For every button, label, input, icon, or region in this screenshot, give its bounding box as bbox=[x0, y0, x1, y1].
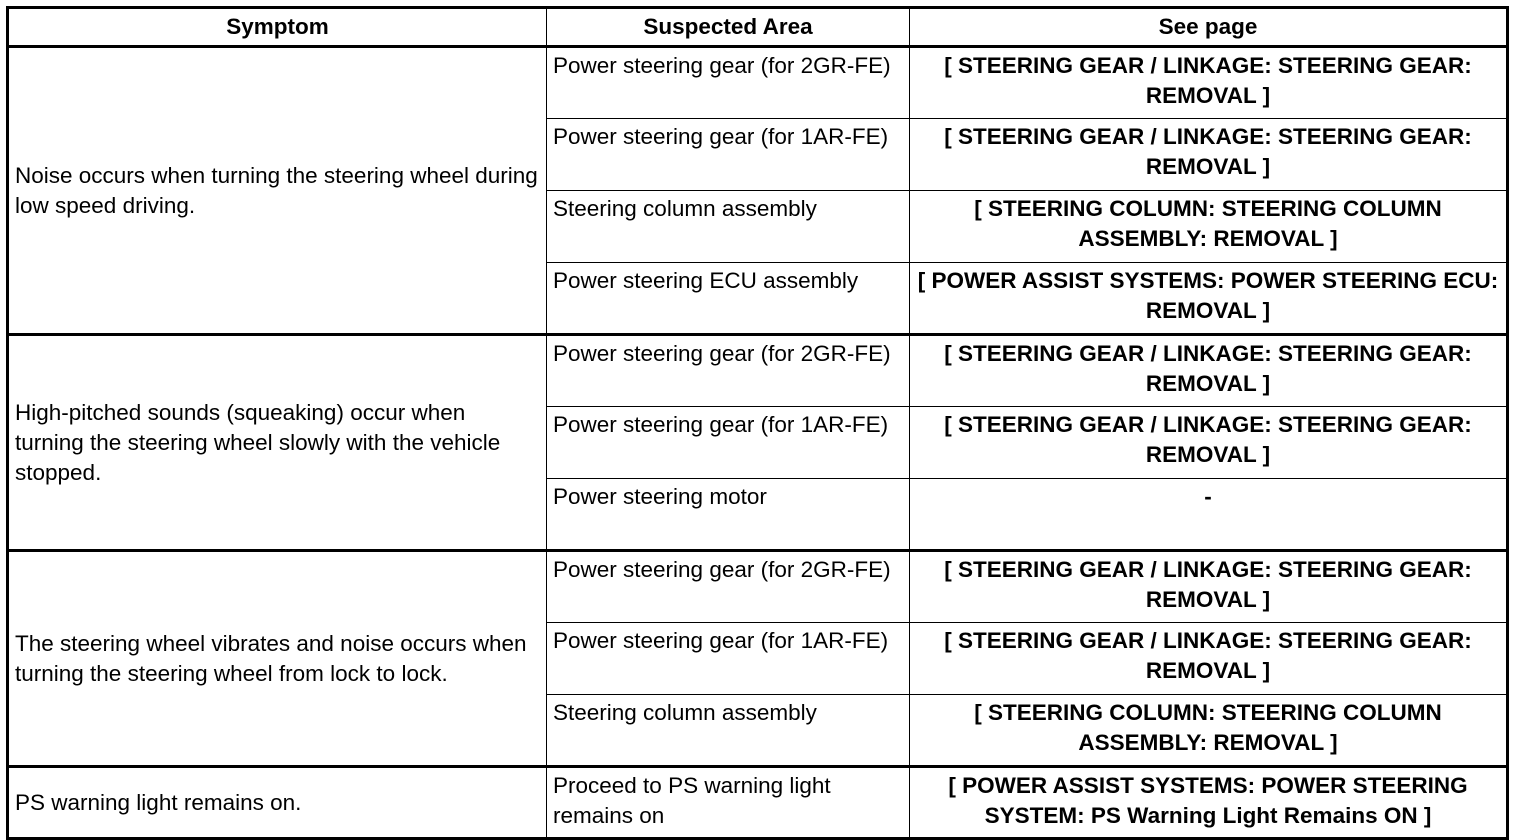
suspected-area-cell: Proceed to PS warning light remains on bbox=[547, 767, 910, 839]
symptom-cell: Noise occurs when turning the steering wheel during low speed driving. bbox=[8, 47, 547, 335]
symptom-group bbox=[8, 767, 1508, 839]
suspected-area-cell: Power steering ECU assembly bbox=[547, 263, 910, 335]
suspected-area-cell: Power steering gear (for 1AR-FE) bbox=[547, 623, 910, 695]
table-row bbox=[8, 47, 1508, 119]
suspected-area-cell: Power steering motor bbox=[547, 479, 910, 551]
table-row bbox=[8, 551, 1508, 623]
table-header bbox=[8, 8, 1508, 47]
see-page-cell: [ STEERING COLUMN: STEERING COLUMN ASSEMBLY: REMOVAL ] bbox=[910, 191, 1508, 263]
see-page-cell: [ STEERING GEAR / LINKAGE: STEERING GEAR: REMOVAL ] bbox=[910, 623, 1508, 695]
symptom-group bbox=[8, 335, 1508, 551]
suspected-area-cell: Steering column assembly bbox=[547, 191, 910, 263]
suspected-area-cell: Power steering gear (for 2GR-FE) bbox=[547, 335, 910, 407]
table-row bbox=[8, 767, 1508, 839]
header-row bbox=[8, 8, 1508, 47]
header-symptom: Symptom bbox=[8, 8, 547, 47]
see-page-cell: - bbox=[910, 479, 1508, 551]
see-page-cell: [ STEERING COLUMN: STEERING COLUMN ASSEMBLY: REMOVAL ] bbox=[910, 695, 1508, 767]
troubleshooting-table bbox=[6, 6, 1509, 840]
symptom-cell: The steering wheel vibrates and noise occurs when turning the steering wheel from lock to lock. bbox=[8, 551, 547, 767]
header-see-page: See page bbox=[910, 8, 1508, 47]
see-page-cell: [ STEERING GEAR / LINKAGE: STEERING GEAR: REMOVAL ] bbox=[910, 407, 1508, 479]
see-page-cell: [ STEERING GEAR / LINKAGE: STEERING GEAR: REMOVAL ] bbox=[910, 119, 1508, 191]
suspected-area-cell: Power steering gear (for 1AR-FE) bbox=[547, 407, 910, 479]
see-page-cell: [ STEERING GEAR / LINKAGE: STEERING GEAR: REMOVAL ] bbox=[910, 47, 1508, 119]
header-suspected-area: Suspected Area bbox=[547, 8, 910, 47]
suspected-area-cell: Steering column assembly bbox=[547, 695, 910, 767]
suspected-area-cell: Power steering gear (for 1AR-FE) bbox=[547, 119, 910, 191]
symptom-group bbox=[8, 47, 1508, 335]
symptom-group bbox=[8, 551, 1508, 767]
suspected-area-cell: Power steering gear (for 2GR-FE) bbox=[547, 47, 910, 119]
see-page-cell: [ POWER ASSIST SYSTEMS: POWER STEERING ECU: REMOVAL ] bbox=[910, 263, 1508, 335]
suspected-area-cell: Power steering gear (for 2GR-FE) bbox=[547, 551, 910, 623]
symptom-cell: High-pitched sounds (squeaking) occur when turning the steering wheel slowly with the vehicle stopped. bbox=[8, 335, 547, 551]
see-page-cell: [ STEERING GEAR / LINKAGE: STEERING GEAR: REMOVAL ] bbox=[910, 335, 1508, 407]
see-page-cell: [ STEERING GEAR / LINKAGE: STEERING GEAR: REMOVAL ] bbox=[910, 551, 1508, 623]
see-page-cell: [ POWER ASSIST SYSTEMS: POWER STEERING SYSTEM: PS Warning Light Remains ON ] bbox=[910, 767, 1508, 839]
table-row bbox=[8, 335, 1508, 407]
symptom-cell: PS warning light remains on. bbox=[8, 767, 547, 839]
